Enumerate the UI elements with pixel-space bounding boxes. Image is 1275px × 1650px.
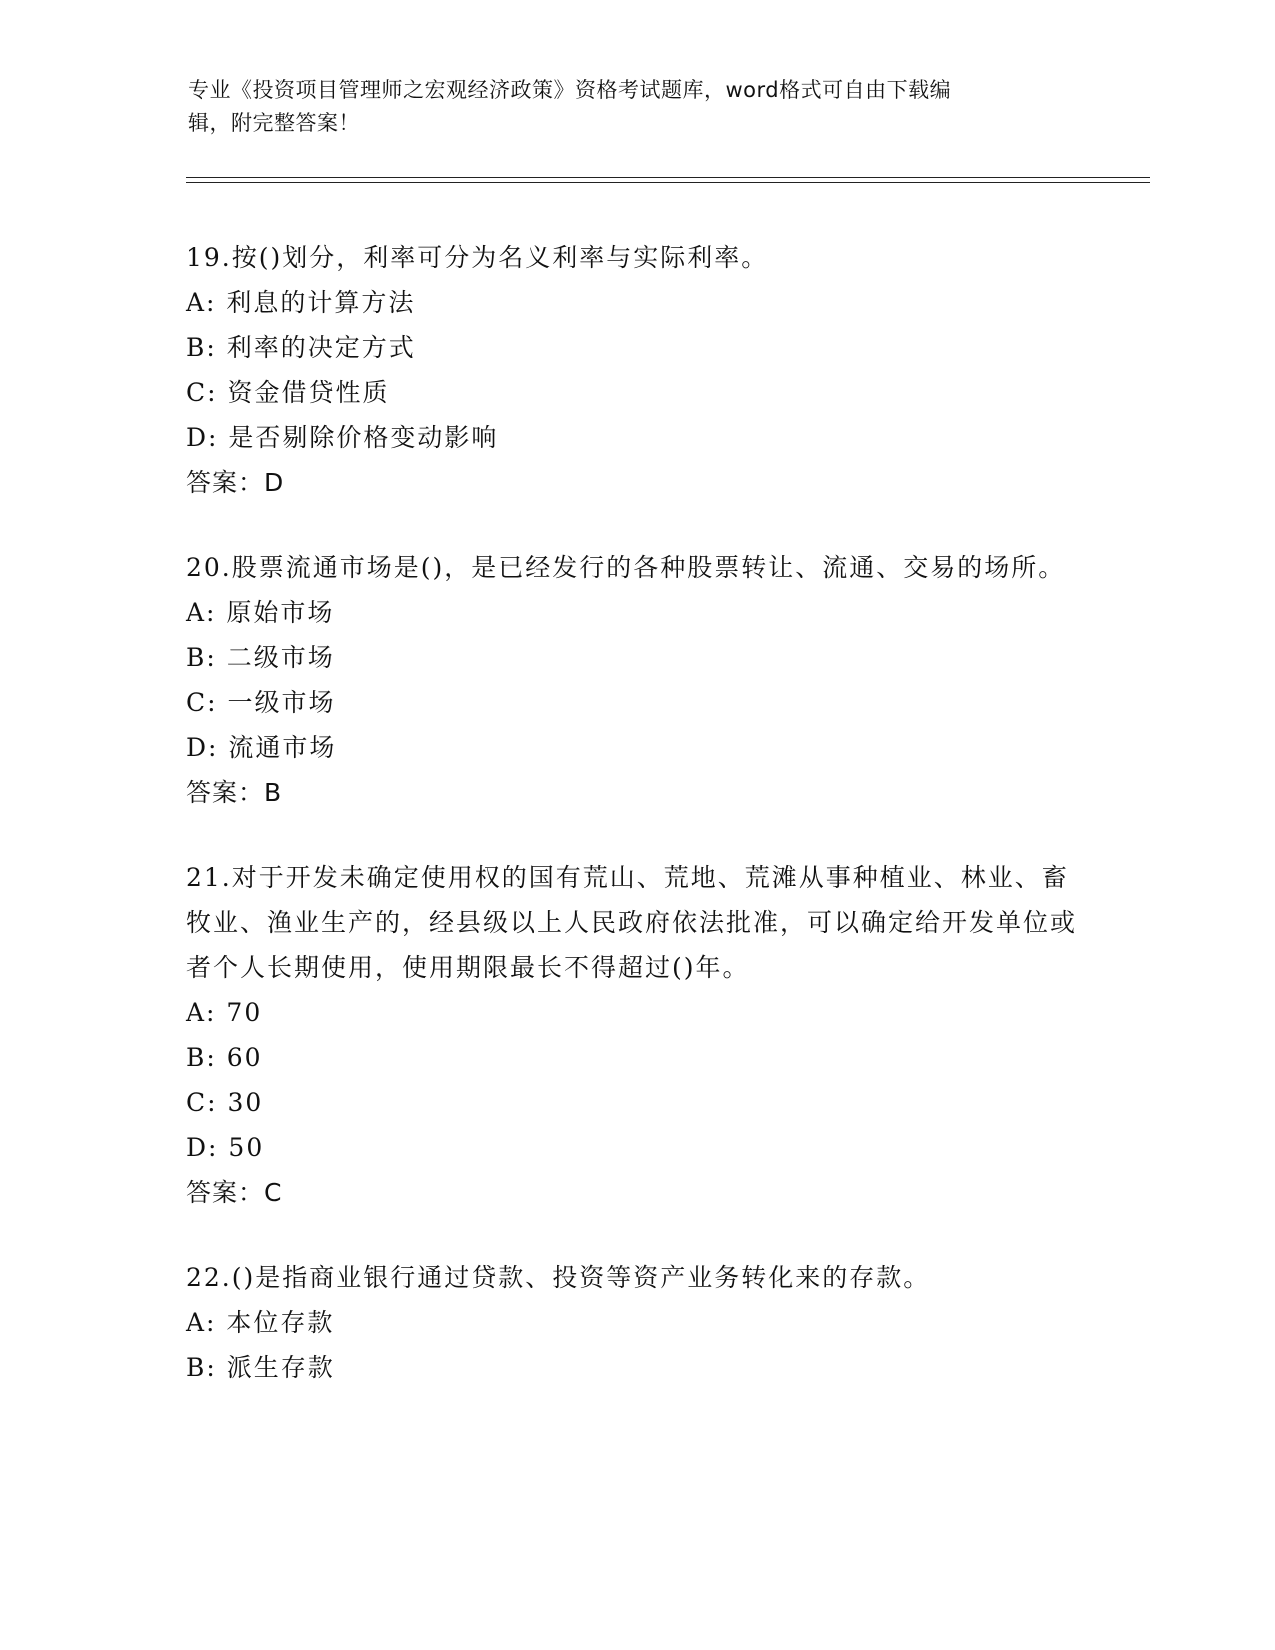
option-b: B: 二级市场 [186, 643, 335, 672]
option-c: C: 资金借贷性质 [186, 378, 390, 407]
option-c: C: 30 [186, 1088, 264, 1117]
question-stem: 19.按()划分，利率可分为名义利率与实际利率。 [186, 243, 769, 272]
option-b: B: 派生存款 [186, 1353, 335, 1382]
header-line-1: 专业《投资项目管理师之宏观经济政策》资格考试题库，word格式可自由下载编 [188, 78, 952, 102]
option-a: A: 本位存款 [186, 1308, 335, 1337]
option-b: B: 60 [186, 1043, 263, 1072]
question-list [186, 235, 1086, 1430]
question-stem: 21.对于开发未确定使用权的国有荒山、荒地、荒滩从事种植业、林业、畜牧业、渔业生产的，经县级以上人民政府依法批准，可以确定给开发单位或者个人长期使用，使用期限最长不得超过()年。 [186, 863, 1078, 982]
question-stem: 22.()是指商业银行通过贷款、投资等资产业务转化来的存款。 [186, 1263, 931, 1292]
option-a: A: 利息的计算方法 [186, 288, 416, 317]
answer-line: 答案：B [186, 778, 283, 807]
question-20 [186, 545, 1086, 815]
option-d: D: 是否剔除价格变动影响 [186, 423, 499, 452]
header-divider-top [186, 177, 1150, 178]
option-d: D: 50 [186, 1133, 265, 1162]
option-c: C: 一级市场 [186, 688, 336, 717]
question-21 [186, 855, 1086, 1215]
option-d: D: 流通市场 [186, 733, 337, 762]
answer-line: 答案：D [186, 468, 285, 497]
document-header [188, 74, 1068, 140]
header-line-2: 辑，附完整答案！ [188, 111, 360, 135]
question-19 [186, 235, 1086, 505]
option-b: B: 利率的决定方式 [186, 333, 416, 362]
question-stem: 20.股票流通市场是()，是已经发行的各种股票转让、流通、交易的场所。 [186, 553, 1066, 582]
answer-line: 答案：C [186, 1178, 283, 1207]
option-a: A: 原始市场 [186, 598, 335, 627]
header-divider-bottom [186, 182, 1150, 183]
option-a: A: 70 [186, 998, 263, 1027]
question-22 [186, 1255, 1086, 1390]
